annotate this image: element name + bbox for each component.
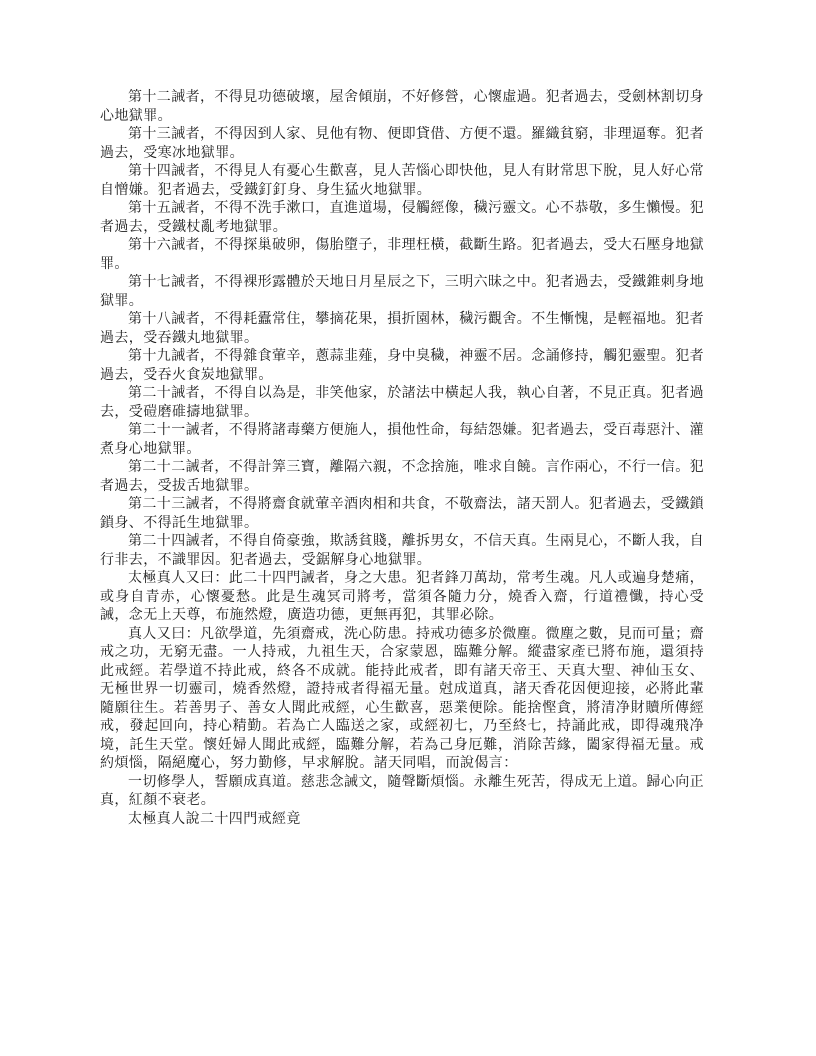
zhenren-teaching-paragraph: 真人又曰：凡欲學道，先須齋戒，洗心防患。持戒功德多於微塵。微塵之數，見而可量；齋戒之功，无窮无盡。一人持戒，九祖生天，合家蒙恩，臨難分解。縱盡家產已將布施，還須持此戒經。若學道不持此戒，終各不成就。能持此戒者，即有諸天帝王、天真大聖、神仙玉女、无極世界一切靈司，燒香然燈，證持戒者得福无量。尅成道真，諸天香花因便迎接，必將此輩隨願往生。若善男子、善女人聞此戒經，心生歡喜，惡業便除。能捨慳貪，將清净財贖所傳經戒，發起回向，持心精勤。若為亡人臨送之家，或經初七，乃至終七，持誦此戒，即得魂飛净境，託生天堂。懷妊婦人聞此戒經，臨難分解，若為己身厄難，消除苦緣，闔家得福无量。戒約煩惱，隔絕魔心，努力勤修，早求解脫。諸天同唱，而說偈言： [100, 626, 704, 771]
precept-12-paragraph: 第十二誡者，不得見功德破壞，屋舍傾崩，不好修營，心懷虛過。犯者過去，受劍林割切身心地獄罪。 [100, 90, 704, 124]
precept-19-paragraph: 第十九誡者，不得雜食葷辛，蔥蒜韭薤，身中臭穢，神靈不居。念誦修持，觸犯靈聖。犯者過去，受吞火食炭地獄罪。 [100, 349, 704, 383]
precept-15-paragraph: 第十五誡者，不得不洗手漱口，直進道場，侵觸經像，穢污靈文。心不恭敬，多生懶慢。犯者過去，受鐵杖亂考地獄罪。 [100, 201, 704, 235]
precept-21-paragraph: 第二十一誡者，不得將諸毒藥方便施人，損他性命，每結怨嫌。犯者過去，受百毒惡汁、灌煮身心地獄罪。 [100, 423, 704, 457]
precept-17-paragraph: 第十七誡者，不得裸形露體於天地日月星辰之下，三明六昧之中。犯者過去，受鐵錐刺身地獄罪。 [100, 275, 704, 309]
precept-14-paragraph: 第十四誡者，不得見人有憂心生歡喜，見人苦惱心即快他，見人有財常思下脫，見人好心常自憎嫌。犯者過去，受鐵釘釘身、身生猛火地獄罪。 [100, 164, 704, 198]
gatha-verse-paragraph: 一切修學人，誓願成真道。慈悲念誡文，隨聲斷煩惱。永離生死苦，得成无上道。歸心向正真，紅顏不衰老。 [100, 774, 704, 808]
scripture-closing-title: 太極真人說二十四門戒經竟 [128, 811, 301, 827]
taiji-zhenren-commentary-paragraph: 太極真人又曰：此二十四門誡者，身之大患。犯者鋒刀萬劫，常考生魂。凡人或遍身楚痛，或身自青赤，心懷憂愁。此是生魂冥司將考，當須各隨力分，燒香入齋，行道禮懺，持心受誡，念无上天尊，布施然燈，廣造功德，更無再犯，其罪必除。 [100, 571, 704, 623]
precept-23-paragraph: 第二十三誡者，不得將齋食就葷辛酒肉相和共食，不敬齋法，諸天罰人。犯者過去，受鐵鎖鎖身、不得託生地獄罪。 [100, 497, 704, 531]
precept-24-paragraph: 第二十四誡者，不得自倚豪強，欺誘貧賤，離拆男女，不信天真。生兩見心，不斷人我，自行非去，不識罪因。犯者過去，受鋸解身心地獄罪。 [100, 534, 704, 568]
precept-22-paragraph: 第二十二誡者，不得計筭三寶，離隔六親，不念捨施，唯求自饒。言作兩心，不行一信。犯者過去，受拔舌地獄罪。 [100, 460, 704, 494]
precept-20-paragraph: 第二十誡者，不得自以為是，非笑他家，於諸法中橫起人我，執心自著，不見正真。犯者過去，受磑磨碓擣地獄罪。 [100, 386, 704, 420]
precept-18-paragraph: 第十八誡者，不得耗蠹常住，攀摘花果，損折園林，穢污觀舍。不生慚愧，是輕福地。犯者過去，受吞鐵丸地獄罪。 [100, 312, 704, 346]
precept-16-paragraph: 第十六誡者，不得探巢破卵，傷胎墮子，非理枉橫，截斷生路。犯者過去，受大石壓身地獄罪。 [100, 238, 704, 272]
precept-13-paragraph: 第十三誡者，不得因到人家、見他有物、便即貸借、方便不還。羅織貧窮，非理逼奪。犯者過去，受寒冰地獄罪。 [100, 127, 704, 161]
